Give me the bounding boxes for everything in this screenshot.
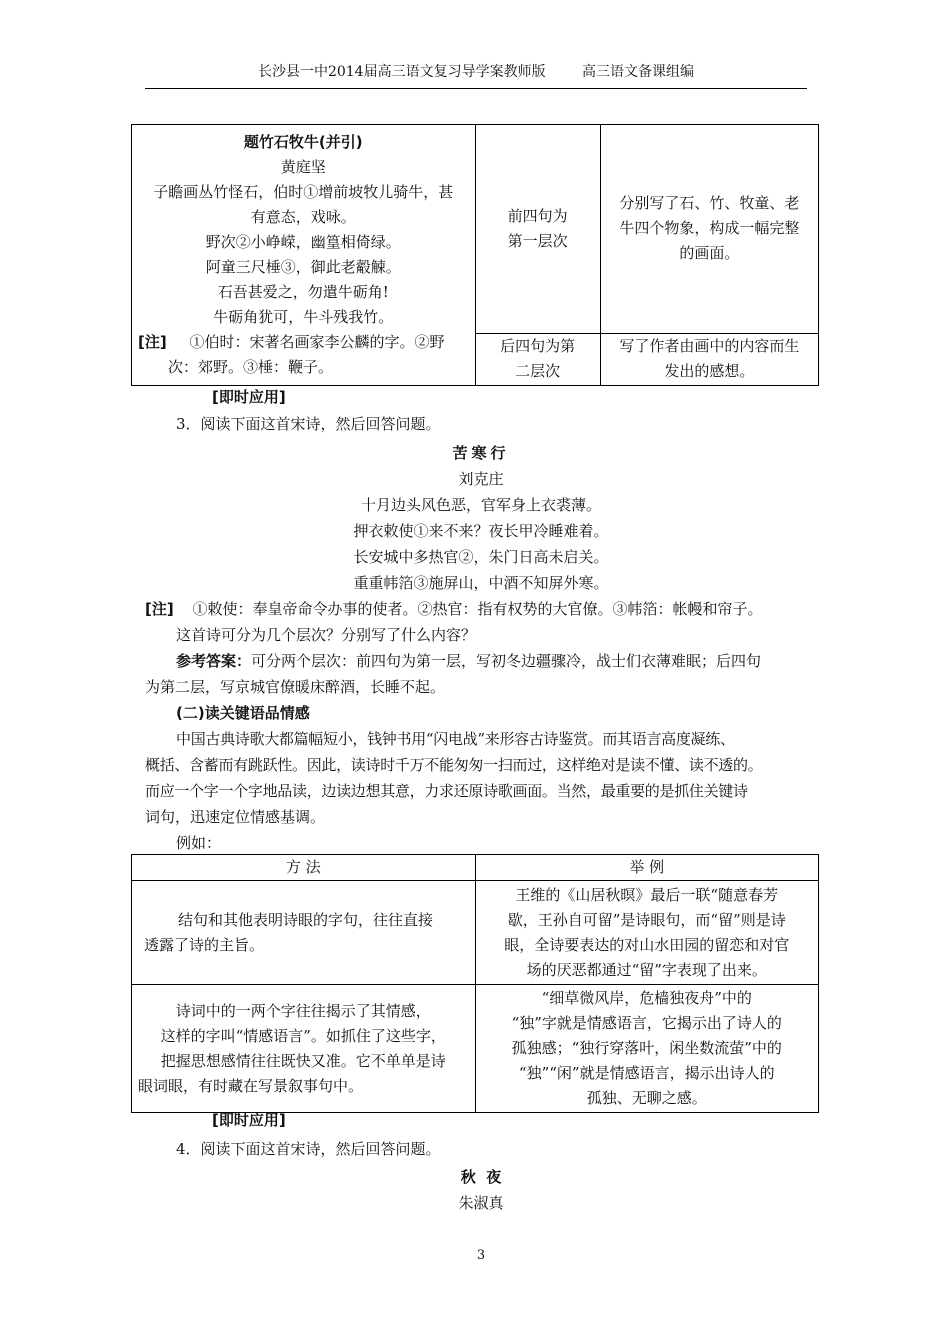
example-cell bbox=[475, 881, 819, 985]
poem-line: 牛砺角犹可，牛斗残我竹。 bbox=[213, 308, 394, 326]
q3-poem-line: 长安城中多热官②，朱门日高未启关。 bbox=[353, 548, 609, 566]
method-line: 诗词中的一两个字往往揭示了其情感， bbox=[175, 1001, 431, 1020]
layer1-label-line: 第一层次 bbox=[507, 231, 568, 250]
layer2-label-line: 二层次 bbox=[515, 362, 561, 381]
q3-poem-line: 押衣敕使①来不来？夜长甲冷睡难着。 bbox=[353, 522, 609, 540]
q3-note-text: ①敕使：奉皇帝命令办事的使者。②热官：指有权势的大官僚。③帏箔：帐幔和帘子。 bbox=[192, 600, 763, 618]
example-line: 场的厌恶都通过“留”字表现了出来。 bbox=[526, 960, 767, 979]
layer2-label bbox=[475, 333, 600, 385]
note-label: [注] bbox=[138, 333, 167, 351]
section-para-line: 概括、含蓄而有跳跃性。因此，读诗时千万不能匆匆一扫而过，这样绝对是读不懂、读不透的。 bbox=[145, 756, 763, 774]
question-4: 4．阅读下面这首宋诗，然后回答问题。 bbox=[176, 1140, 441, 1158]
section-para-line: 词句，迅速定位情感基调。 bbox=[145, 808, 326, 826]
section-para-line: 而应一个字一个字地品读，边读边想其意，力求还原诗歌画面。当然，最重要的是抓住关键诗 bbox=[145, 782, 748, 800]
poem-intro-line: 有意态，戏咏。 bbox=[250, 208, 356, 226]
poem-intro-line: 子瞻画丛竹怪石，伯时①增前坡牧儿骑牛，甚 bbox=[153, 183, 454, 201]
example-line: 王维的《山居秋暝》最后一联“随意春芳 bbox=[515, 885, 779, 904]
q4-poem-author: 朱淑真 bbox=[458, 1194, 504, 1212]
layer1-content-line: 分别写了石、竹、牧童、老 bbox=[619, 194, 800, 213]
example-line: “细草微风岸，危樯独夜舟”中的 bbox=[541, 989, 752, 1007]
page-header bbox=[145, 62, 807, 89]
header-school: 长沙县一中2014届高三语文复习导学案教师版 bbox=[257, 64, 546, 80]
method-line: 这样的字叫“情感语言”。如抓住了这些字， bbox=[160, 1026, 446, 1045]
poem-author: 黄庭坚 bbox=[280, 158, 326, 176]
section-para-line: 中国古典诗歌大都篇幅短小，钱钟书用“闪电战”来形容古诗鉴赏。而其语言高度凝练、 bbox=[176, 730, 735, 748]
method-header: 方 法 bbox=[132, 855, 476, 881]
layer1-label bbox=[475, 125, 600, 334]
q3-note bbox=[145, 596, 763, 622]
example-line: 歇，王孙自可留”是诗眼句，而“留”则是诗 bbox=[507, 910, 786, 929]
method-line: 结句和其他表明诗眼的字句，往往直接 bbox=[178, 910, 434, 929]
layer1-content-line: 牛四个物象，构成一幅完整 bbox=[619, 219, 800, 238]
q3-poem-title: 苦寒行 bbox=[452, 444, 510, 462]
q3-poem-line: 十月边头风色恶，官军身上衣裘薄。 bbox=[360, 496, 601, 514]
q4-poem-title: 秋 夜 bbox=[460, 1168, 502, 1186]
q3-answer-cont: 为第二层，写京城官僚暖床醉酒，长睡不起。 bbox=[145, 678, 446, 696]
example-line: “独”字就是情感语言，它揭示出了诗人的 bbox=[511, 1014, 782, 1032]
q3-answer bbox=[176, 648, 761, 675]
layer1-label-line: 前四句为 bbox=[507, 206, 568, 225]
method-line: 把握思想感情往往既快又准。它不单单是诗 bbox=[160, 1051, 446, 1070]
method-line: 眼词眼，有时藏在写景叙事句中。 bbox=[138, 1076, 364, 1095]
poem-cell bbox=[132, 125, 476, 386]
poem-line: 野次②小峥嵘，幽篁相倚绿。 bbox=[205, 233, 401, 251]
layer1-content-line: 的画面。 bbox=[679, 244, 740, 263]
q3-note-label: [注] bbox=[145, 600, 174, 618]
answer-label: 参考答案： bbox=[176, 652, 252, 670]
example-line: “独”“闲”就是情感语言，揭示出诗人的 bbox=[518, 1064, 775, 1082]
poem-line: 阿童三尺棰③，御此老觳觫。 bbox=[205, 258, 401, 276]
apply-heading: [即时应用] bbox=[212, 388, 286, 406]
poem-analysis-table bbox=[131, 124, 819, 386]
section-heading: (二)读关键语品情感 bbox=[176, 704, 310, 722]
layer2-content bbox=[600, 333, 818, 385]
question-3: 3．阅读下面这首宋诗，然后回答问题。 bbox=[176, 415, 441, 433]
q3-ask: 这首诗可分为几个层次？分别写了什么内容？ bbox=[176, 626, 477, 644]
layer1-content bbox=[600, 125, 818, 334]
method-table bbox=[131, 854, 819, 1113]
layer2-label-line: 后四句为第 bbox=[500, 337, 576, 356]
method-cell bbox=[132, 881, 476, 985]
example-line: 眼，全诗要表达的对山水田园的留恋和对官 bbox=[504, 935, 790, 954]
poem-line: 石吾甚爱之，勿遣牛砺角! bbox=[217, 283, 389, 301]
poem-note bbox=[138, 330, 469, 355]
method-cell bbox=[132, 985, 476, 1113]
layer2-content-line: 发出的感想。 bbox=[664, 362, 755, 381]
example-line: 孤独感；“独行穿落叶，闲坐数流萤”中的 bbox=[511, 1039, 782, 1057]
poem-title: 题竹石牧牛(并引) bbox=[243, 133, 363, 151]
note-text: ①伯时：宋著名画家李公麟的字。②野 bbox=[189, 333, 445, 351]
header-group: 高三语文备课组编 bbox=[582, 64, 695, 80]
method-line: 透露了诗的主旨。 bbox=[144, 935, 265, 954]
example-line: 孤独、无聊之感。 bbox=[586, 1089, 707, 1107]
poem-note-cont: 次：郊野。③棰：鞭子。 bbox=[168, 358, 334, 376]
answer-text: 可分两个层次：前四句为第一层，写初冬边疆骤冷，战士们衣薄难眠；后四句 bbox=[251, 652, 762, 670]
example-label: 例如： bbox=[176, 834, 222, 852]
page-number: 3 bbox=[476, 1248, 486, 1263]
example-header: 举 例 bbox=[475, 855, 819, 881]
apply-heading: [即时应用] bbox=[212, 1111, 286, 1129]
q3-poem-line: 重重帏箔③施屏山，中酒不知屏外寒。 bbox=[353, 574, 609, 592]
example-cell bbox=[475, 985, 819, 1113]
layer2-content-line: 写了作者由画中的内容而生 bbox=[619, 337, 800, 356]
q3-poem-author: 刘克庄 bbox=[458, 470, 504, 488]
